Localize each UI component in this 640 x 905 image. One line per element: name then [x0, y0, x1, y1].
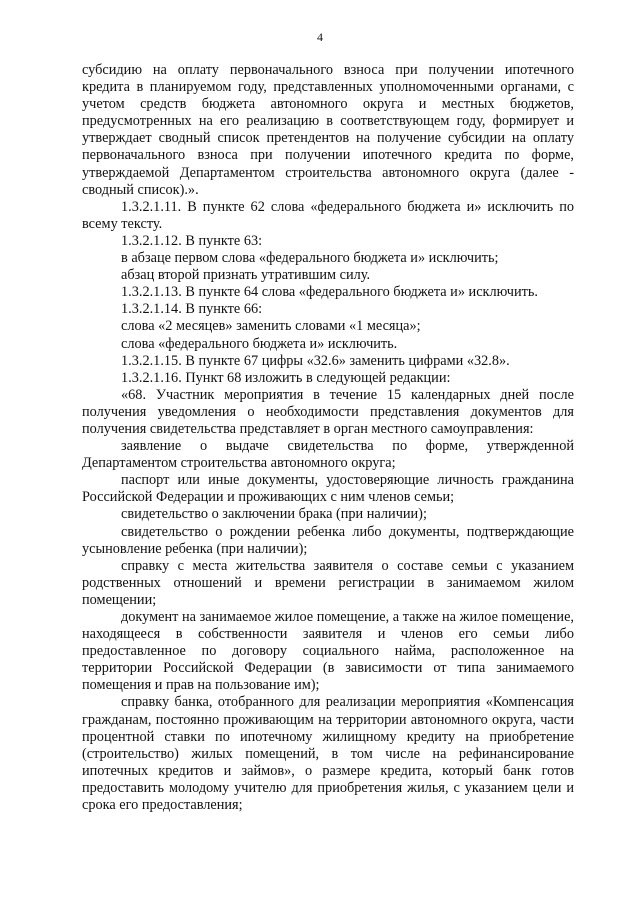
paragraph-1-3-2-1-13: 1.3.2.1.13. В пункте 64 слова «федерального бюджета и» исключить. — [121, 284, 538, 301]
paragraph-application: заявление о выдаче свидетельства по форме, утвержденной Департаментом строительства автономного округа; — [82, 438, 574, 472]
paragraph-birth-certificate: свидетельство о рождении ребенка либо документы, подтверждающие усыновление ребенка (при наличии); — [82, 523, 574, 557]
paragraph-bank-certificate: справку банка, отобранного для реализации мероприятия «Компенсация гражданам, постоянно проживающим на территории автономного округа, части процентной ставки по ипотечному жилищному кредиту на приобретение (строительство) жилых помещений, в том числе на рефинансирование ипотечных кредитов и займов», о размере кредита, который банк готов предоставить молодому учителю для приобретения жилья, с указанием цели и срока его предоставления; — [82, 694, 574, 814]
paragraph-marriage-certificate: свидетельство о заключении брака (при наличии); — [121, 506, 427, 523]
paragraph-1-3-2-1-16: 1.3.2.1.16. Пункт 68 изложить в следующей редакции: — [121, 369, 451, 386]
paragraph-residence-certificate: справку с места жительства заявителя о составе семьи с указанием родственных отношений и времени регистрации в занимаемом жилом помещении; — [82, 557, 574, 608]
paragraph-1-3-2-1-15: 1.3.2.1.15. В пункте 67 цифры «32.6» заменить цифрами «32.8». — [121, 352, 510, 369]
paragraph-1-3-2-1-14: 1.3.2.1.14. В пункте 66: — [121, 301, 263, 318]
paragraph-passport: паспорт или иные документы, удостоверяющие личность гражданина Российской Федерации и проживающих с ним членов семьи; — [82, 472, 574, 506]
paragraph-subsidy-continuation: субсидию на оплату первоначального взноса при получении ипотечного кредита в планируемом году, представленных уполномоченными органами, с учетом средств бюджета автономного округа и местных бюджетов, предусмотренных на его реализацию в соответствующем году, формирует и утверждает сводный список претендентов на получение субсидии на оплату первоначального взноса при получении ипотечного кредита по форме, утверждаемой Департаментом строительства автономного округа (далее - сводный список).». — [82, 62, 574, 198]
paragraph-1-3-2-1-12: 1.3.2.1.12. В пункте 63: — [121, 232, 263, 249]
paragraph-second-abzac: абзац второй признать утратившим силу. — [121, 267, 371, 284]
paragraph-months-replace: слова «2 месяцев» заменить словами «1 месяца»; — [121, 318, 421, 335]
document-body — [82, 62, 574, 814]
page-number: 4 — [317, 30, 323, 44]
paragraph-68-intro: «68. Участник мероприятия в течение 15 календарных дней после получения уведомления о необходимости представления документов для получения свидетельства представляет в орган местного самоуправления: — [82, 386, 574, 437]
paragraph-housing-document: документ на занимаемое жилое помещение, а также на жилое помещение, находящееся в собственности заявителя и членов его семьи либо предоставленное по договору социального найма, расположенное на территории Российской Федерации (в зависимости от типа занимаемого помещения и прав на пользование им); — [82, 609, 574, 694]
paragraph-federal-budget-remove: слова «федерального бюджета и» исключить. — [121, 335, 398, 352]
paragraph-1-3-2-1-11: 1.3.2.1.11. В пункте 62 слова «федерального бюджета и» исключить по всему тексту. — [82, 198, 574, 232]
paragraph-first-abzac: в абзаце первом слова «федерального бюджета и» исключить; — [121, 250, 499, 267]
